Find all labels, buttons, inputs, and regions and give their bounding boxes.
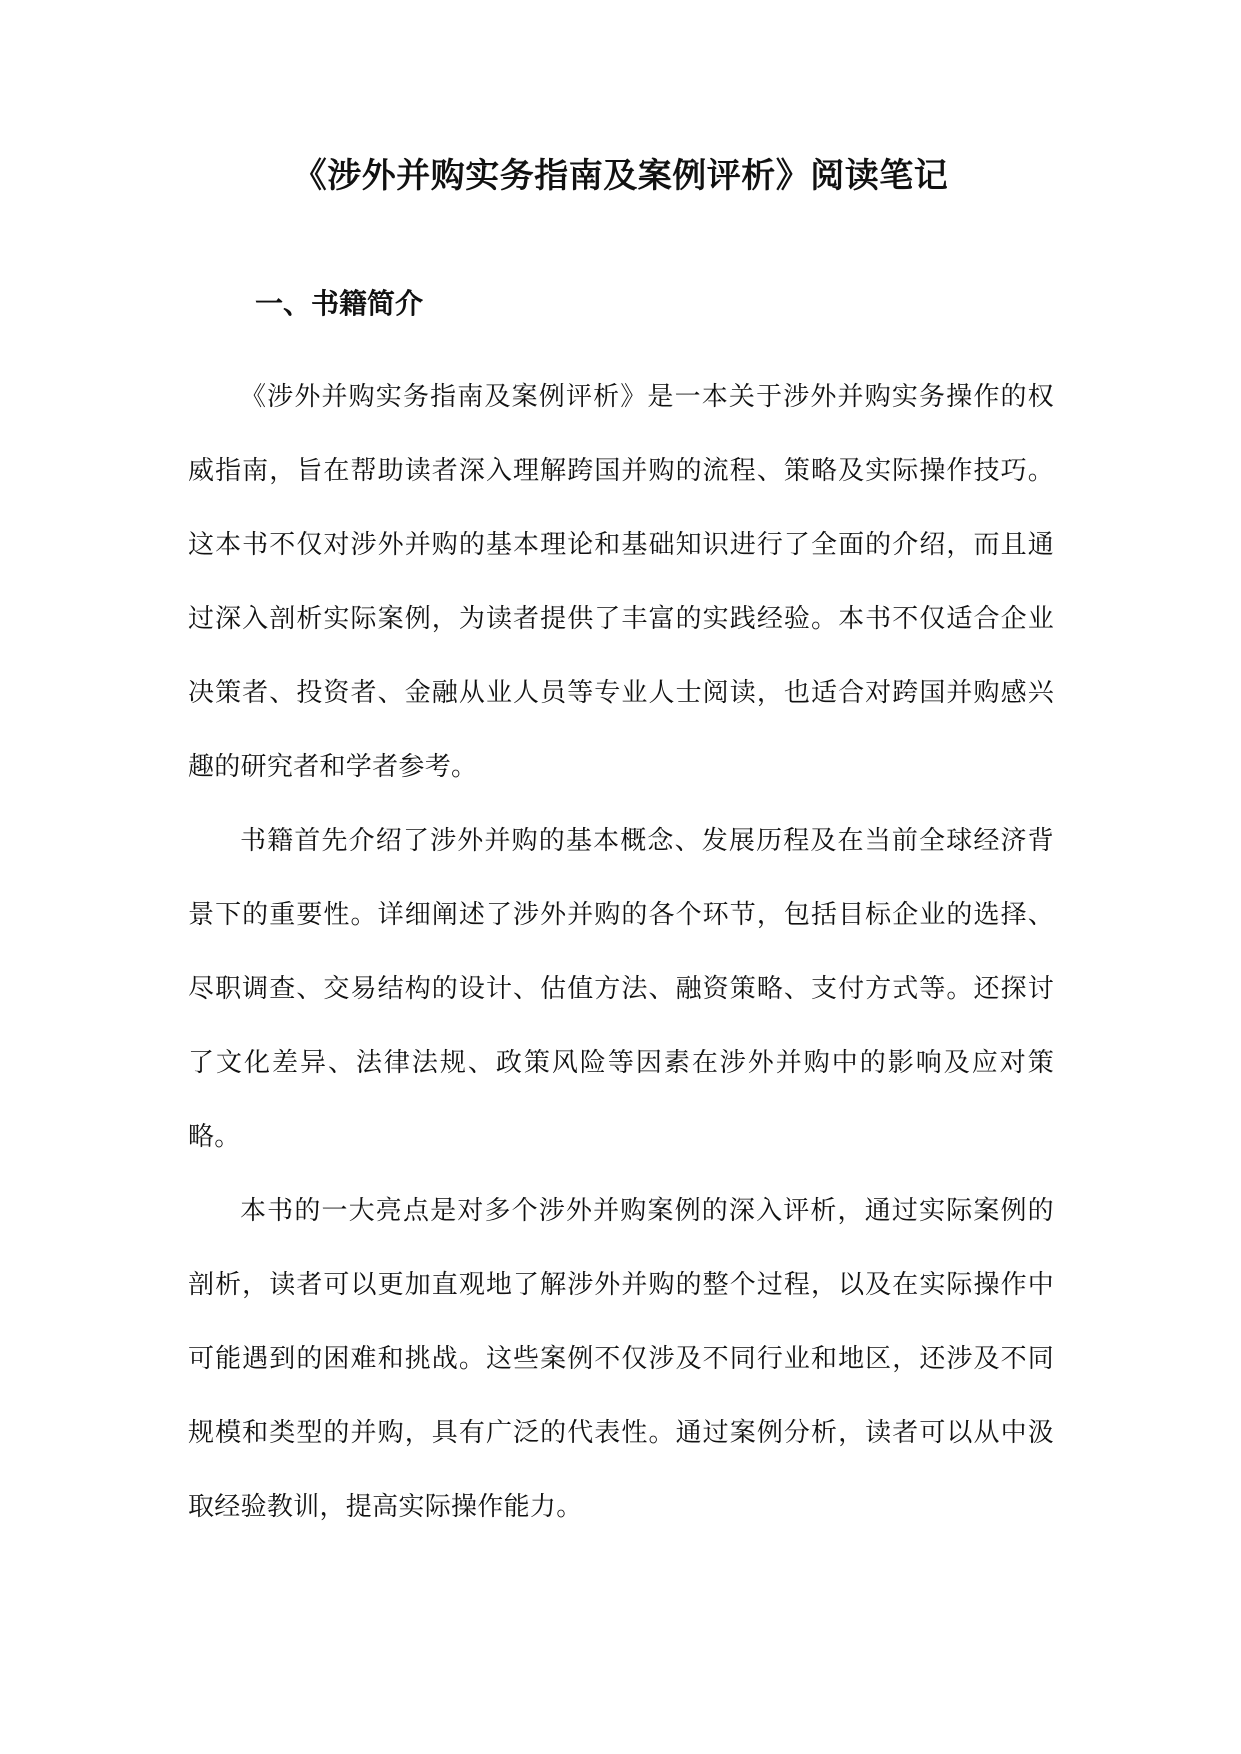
- paragraph-cases: 本书的一大亮点是对多个涉外并购案例的深入评析，通过实际案例的剖析，读者可以更加直观地了解涉外并购的整个过程，以及在实际操作中可能遇到的困难和挑战。这些案例不仅涉及不同行业和地区，还涉及不同规模和类型的并购，具有广泛的代表性。通过案例分析，读者可以从中汲取经验教训，提高实际操作能力。: [188, 1196, 1054, 1522]
- body-text: [188, 360, 1054, 1544]
- document-title: 《涉外并购实务指南及案例评析》阅读笔记: [292, 156, 949, 196]
- section-heading: 一、书籍简介: [255, 287, 424, 320]
- paragraph-intro: 《涉外并购实务指南及案例评析》是一本关于涉外并购实务操作的权威指南，旨在帮助读者深入理解跨国并购的流程、策略及实际操作技巧。这本书不仅对涉外并购的基本理论和基础知识进行了全面的介绍，而且通过深入剖析实际案例，为读者提供了丰富的实践经验。本书不仅适合企业决策者、投资者、金融从业人员等专业人士阅读，也适合对跨国并购感兴趣的研究者和学者参考。: [188, 382, 1054, 782]
- paragraph-overview: 书籍首先介绍了涉外并购的基本概念、发展历程及在当前全球经济背景下的重要性。详细阐述了涉外并购的各个环节，包括目标企业的选择、尽职调查、交易结构的设计、估值方法、融资策略、支付方式等。还探讨了文化差异、法律法规、政策风险等因素在涉外并购中的影响及应对策略。: [188, 826, 1054, 1152]
